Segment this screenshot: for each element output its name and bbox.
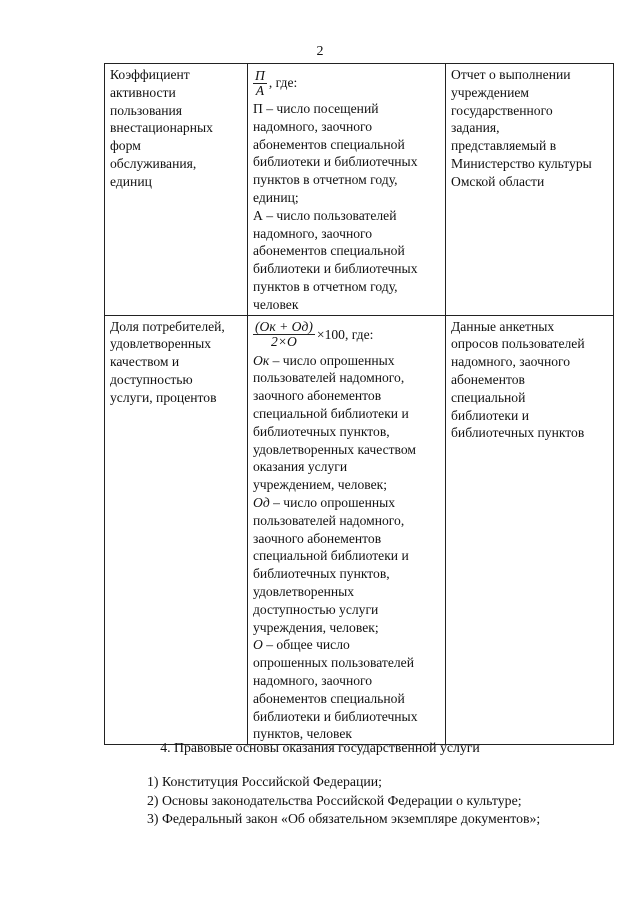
definition-text: – число опрошенных bbox=[269, 494, 396, 510]
definition-line: пунктов, человек bbox=[253, 726, 352, 742]
definition-line: пользователей надомного, bbox=[253, 370, 405, 386]
definition-line: заочного абонементов bbox=[253, 388, 382, 404]
definition-line: пунктов в отчетном году, bbox=[253, 278, 398, 294]
formula-numerator: (Oк + Oд) bbox=[255, 319, 313, 335]
formula-fraction bbox=[253, 69, 267, 98]
definition-line: пунктов в отчетном году, bbox=[253, 172, 398, 188]
indicator-line: качеством и bbox=[110, 354, 180, 370]
definition-line: надомного, заочного bbox=[253, 672, 373, 688]
source-line: Министерство культуры bbox=[451, 155, 592, 171]
definition-line: человек bbox=[253, 296, 299, 312]
indicator-line: обслуживания, bbox=[110, 155, 197, 171]
definition-line: библиотеки и библиотечных bbox=[253, 154, 418, 170]
source-line: Омской области bbox=[451, 173, 545, 189]
source-line: абонементов bbox=[451, 371, 525, 387]
formula-numerator: П bbox=[255, 67, 265, 83]
definition-line: П – число посещений bbox=[253, 101, 379, 116]
formula-symbol: Oк bbox=[253, 352, 270, 368]
formula-fraction bbox=[253, 320, 315, 349]
definition-line: удовлетворенных качеством bbox=[253, 441, 417, 457]
definition-line: учреждением, человек; bbox=[253, 477, 387, 493]
definition-line: удовлетворенных bbox=[253, 583, 355, 599]
definition-text: – общее число bbox=[262, 637, 350, 653]
indicator-line: услуги, процентов bbox=[110, 389, 217, 405]
definition-text: – число опрошенных bbox=[269, 352, 395, 368]
formula-symbol: Oд bbox=[253, 494, 270, 510]
source-cell bbox=[446, 315, 614, 745]
indicator-line: активности bbox=[110, 84, 176, 100]
definition-line: опрошенных пользователей bbox=[253, 655, 414, 671]
definition-line: заочного абонементов bbox=[253, 530, 382, 546]
definition-line: абонементов специальной bbox=[253, 243, 405, 259]
list-item: 3) Федеральный закон «Об обязательном экземпляре документов»; bbox=[147, 811, 541, 827]
formula-suffix: ×100, где: bbox=[316, 326, 374, 342]
indicator-line: Коэффициент bbox=[110, 67, 190, 82]
list-item: 2) Основы законодательства Российской Федерации о культуре; bbox=[147, 792, 522, 808]
list-item: 1) Конституция Российской Федерации; bbox=[147, 774, 383, 789]
formula-cell bbox=[248, 315, 446, 745]
definition-line: А – число пользователей bbox=[253, 207, 397, 223]
source-line: опросов пользователей bbox=[451, 336, 585, 352]
source-line: Данные анкетных bbox=[451, 318, 555, 334]
definition-line: абонементов специальной bbox=[253, 136, 405, 152]
indicator-line: внестационарных bbox=[110, 120, 213, 136]
indicator-line: удовлетворенных bbox=[110, 336, 212, 352]
indicator-cell bbox=[105, 64, 248, 316]
indicator-line: единиц bbox=[110, 173, 152, 189]
definition-line: специальной библиотеки и bbox=[253, 405, 409, 421]
definition-line: пользователей надомного, bbox=[253, 512, 405, 528]
definition-line bbox=[253, 636, 442, 654]
formula-denominator: 2×O bbox=[271, 334, 297, 350]
formula-suffix: , где: bbox=[268, 75, 298, 91]
definition-line: библиотечных пунктов, bbox=[253, 566, 390, 582]
definition-line: учреждения, человек; bbox=[253, 619, 379, 635]
source-line: специальной bbox=[451, 389, 526, 405]
definition-line: библиотеки и библиотечных bbox=[253, 708, 418, 724]
definition-line: единиц; bbox=[253, 189, 299, 205]
source-line: задания, bbox=[451, 120, 500, 136]
source-line: Отчет о выполнении bbox=[451, 67, 571, 82]
indicators-table bbox=[104, 63, 614, 745]
formula bbox=[253, 318, 442, 352]
source-line: библиотеки и bbox=[451, 407, 529, 423]
indicator-line: доступностью bbox=[110, 371, 193, 387]
source-line: представляемый в bbox=[451, 138, 557, 154]
page-number: 2 bbox=[316, 44, 324, 59]
definition-line: абонементов специальной bbox=[253, 690, 405, 706]
definition-line: библиотечных пунктов, bbox=[253, 423, 390, 439]
source-line: учреждением bbox=[451, 84, 529, 100]
section-heading: 4. Правовые основы оказания государственной услуги bbox=[160, 740, 480, 755]
source-cell bbox=[446, 64, 614, 316]
formula-symbol: O bbox=[253, 637, 263, 653]
definition-line: специальной библиотеки и bbox=[253, 548, 409, 564]
indicator-line: форм bbox=[110, 138, 141, 154]
definition-line: надомного, заочного bbox=[253, 118, 373, 134]
indicator-cell bbox=[105, 315, 248, 745]
definition-line bbox=[253, 494, 442, 512]
table-row bbox=[105, 315, 614, 745]
definition-line: надомного, заочного bbox=[253, 225, 373, 241]
table-row bbox=[105, 64, 614, 316]
definition-line: библиотеки и библиотечных bbox=[253, 261, 418, 277]
formula-cell bbox=[248, 64, 446, 316]
source-line: библиотечных пунктов bbox=[451, 425, 585, 441]
indicator-line: пользования bbox=[110, 102, 183, 118]
definition-line: оказания услуги bbox=[253, 459, 348, 475]
legal-basis-list bbox=[147, 773, 540, 829]
indicator-line: Доля потребителей, bbox=[110, 318, 225, 334]
source-line: государственного bbox=[451, 102, 553, 118]
formula bbox=[253, 66, 442, 100]
definition-line: доступностью услуги bbox=[253, 601, 379, 617]
source-line: надомного, заочного bbox=[451, 354, 571, 370]
definition-line bbox=[253, 352, 442, 370]
formula-denominator: А bbox=[255, 82, 265, 98]
